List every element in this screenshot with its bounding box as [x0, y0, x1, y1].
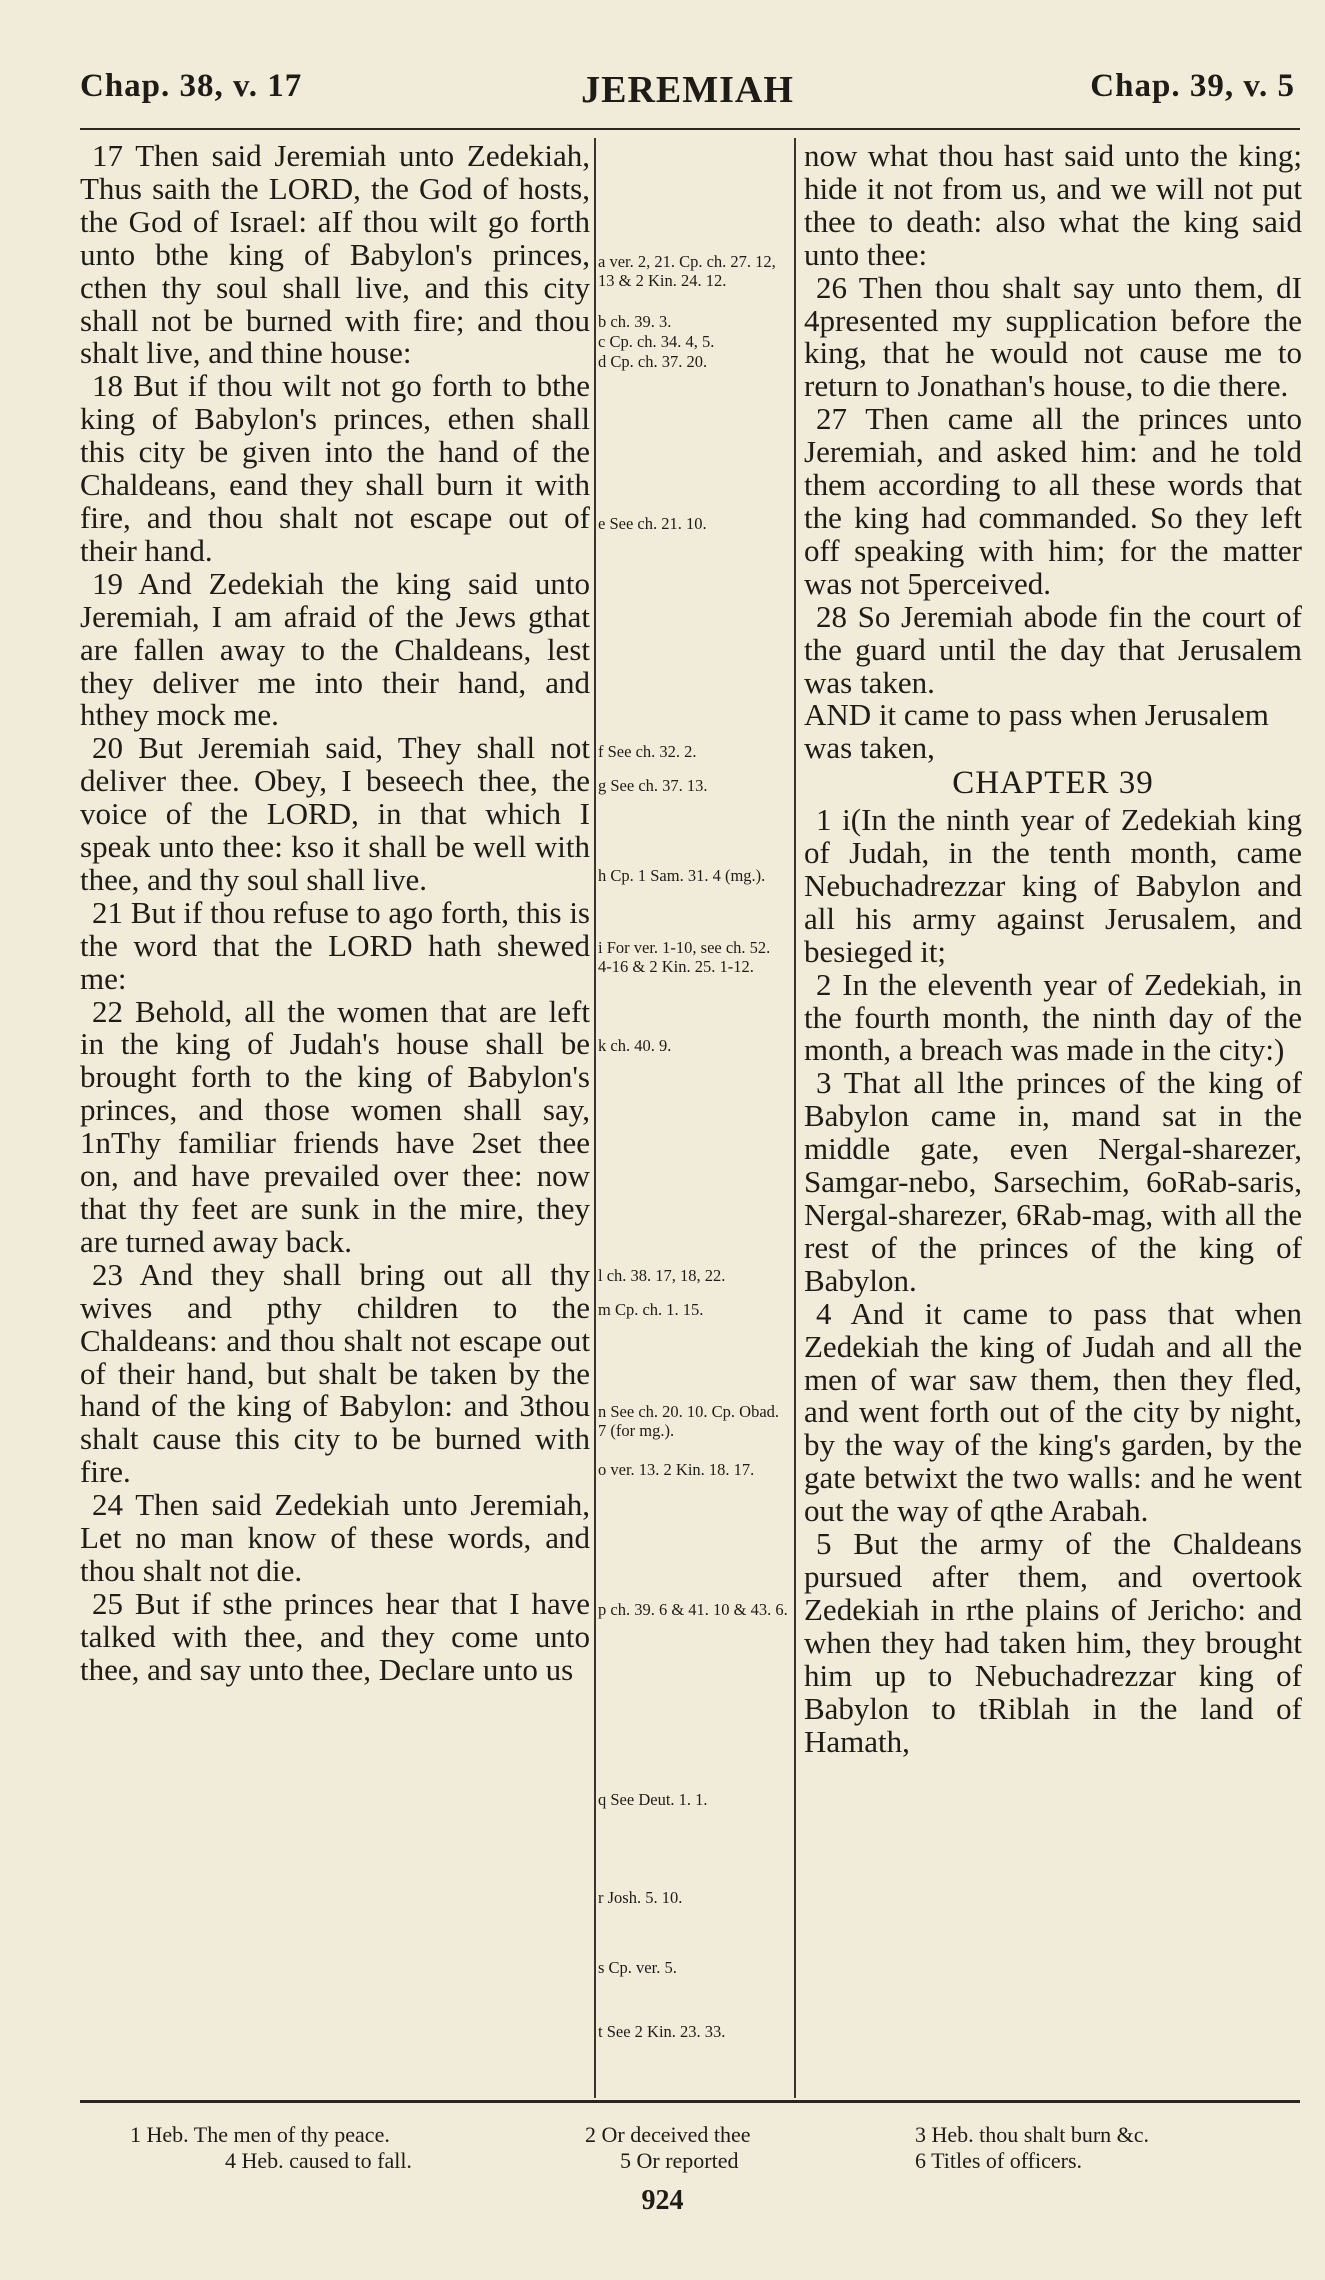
margin-ref: t See 2 Kin. 23. 33.	[598, 2022, 726, 2041]
header-rule	[80, 128, 1300, 130]
footnote: 6 Titles of officers.	[915, 2148, 1083, 2173]
verse-22: 22 Behold, all the women that are left in the king of Judah's house shall be brought forth to the king of Babylon's princes, and those women shall say, 1nThy familiar friends have 2set thee on, and have prevailed over thee: now that thy feet are sunk in the mire, they are turned away back.	[80, 993, 590, 1259]
verse-28: 28 So Jeremiah abode fin the court of the guard until the day that Jerusalem was taken.	[804, 598, 1302, 700]
verse-20: 20 But Jeremiah said, They shall not deliver thee. Obey, I beseech thee, the voice of the LORD, in that which I speak unto thee: kso it shall be well with thee, and thy soul shall live.	[80, 730, 590, 897]
margin-ref: k ch. 40. 9.	[598, 1036, 672, 1055]
margin-ref: e See ch. 21. 10.	[598, 514, 707, 533]
margin-ref: n See ch. 20. 10. Cp. Obad. 7 (for mg.).	[598, 1402, 780, 1440]
verse-26: 26 Then thou shalt say unto them, dI 4presented my supplication before the king, that he would not cause me to return to Jonathan's house, to die there.	[804, 269, 1302, 404]
margin-ref: b ch. 39. 3.	[598, 312, 672, 331]
left-text-column	[80, 140, 590, 1687]
margin-ref: m Cp. ch. 1. 15.	[598, 1300, 704, 1319]
verse-39-5: 5 But the army of the Chaldeans pursued after them, and overtook Zedekiah in rthe plains of Jericho: and when they had taken him, they brought him up to Nebuchadrezzar king of Babylon to tRiblah in the land of Hamath,	[804, 1526, 1302, 1759]
margin-ref: h Cp. 1 Sam. 31. 4 (mg.).	[598, 866, 766, 885]
column-divider-right	[794, 138, 796, 2098]
column-divider-left	[594, 138, 596, 2098]
margin-ref: d Cp. ch. 37. 20.	[598, 352, 708, 371]
verse-25: 25 But if sthe princes hear that I have talked with thee, and they come unto thee, and say unto thee, Declare unto us	[80, 1585, 590, 1687]
page-number: 924	[641, 2185, 684, 2216]
margin-ref: c Cp. ch. 34. 4, 5.	[598, 332, 715, 351]
footnote: 1 Heb. The men of thy peace.	[130, 2122, 390, 2147]
margin-ref: r Josh. 5. 10.	[598, 1888, 683, 1907]
right-text-column	[804, 140, 1302, 1758]
footnote: 2 Or deceived thee	[585, 2122, 751, 2147]
header-right	[1090, 68, 1295, 105]
verse-39-4: 4 And it came to pass that when Zedekiah the king of Judah and all the men of war saw them, then they fled, and went forth out of the city by night, by the way of the king's garden, by the gate betwixt the two walls: and he went out the way of qthe Arabah.	[804, 1295, 1302, 1529]
margin-ref: s Cp. ver. 5.	[598, 1958, 677, 1977]
verse-27: 27 Then came all the princes unto Jeremiah, and asked him: and he told them according to all these words that the king had commanded. So they left off speaking with him; for the matter was not 5perceived.	[804, 401, 1302, 601]
verse-39-3: 3 That all lthe princes of the king of Babylon came in, mand sat in the middle gate, even Nergal-sharezer, Samgar-nebo, Sarsechim, 6oRab-saris, Nergal-sharezer, 6Rab-mag, with all the rest of the princes of the king of Babylon.	[804, 1065, 1302, 1298]
and-line: AND it came to pass when Jerusalem was taken,	[804, 697, 1269, 766]
verse-18: 18 But if thou wilt not go forth to bthe king of Babylon's princes, ethen shall this city be given into the hand of the Chaldeans, eand they shall burn it with fire, and thou shalt not escape out of their hand.	[80, 368, 590, 568]
header-left-text: Chap. 38, v. 17	[80, 68, 303, 104]
margin-ref: o ver. 13. 2 Kin. 18. 17.	[598, 1460, 755, 1479]
chapter-heading: CHAPTER 39	[952, 765, 1154, 802]
verse-17: 17 Then said Jeremiah unto Zedekiah, Thus saith the LORD, the God of hosts, the God of Israel: aIf thou wilt go forth unto bthe king of Babylon's princes, cthen thy soul shall live, and this city shall not be burned with fire; and thou shalt live, and thine house:	[80, 138, 590, 371]
margin-ref: l ch. 38. 17, 18, 22.	[598, 1266, 726, 1285]
margin-ref: p ch. 39. 6 & 41. 10 & 43. 6.	[598, 1600, 788, 1619]
margin-ref: f See ch. 32. 2.	[598, 742, 697, 761]
verse-25-continued: now what thou hast said unto the king; hide it not from us, and we will not put thee to death: also what the king said unto thee:	[804, 138, 1302, 272]
margin-ref: q See Deut. 1. 1.	[598, 1790, 708, 1809]
verse-39-2: 2 In the eleventh year of Zedekiah, in the fourth month, the ninth day of the month, a breach was made in the city:)	[804, 966, 1302, 1068]
footnote: 3 Heb. thou shalt burn &c.	[915, 2122, 1150, 2147]
margin-ref: g See ch. 37. 13.	[598, 776, 708, 795]
header-right-text: Chap. 39, v. 5	[1090, 68, 1295, 104]
margin-ref: i For ver. 1-10, see ch. 52. 4-16 & 2 Kin. 25. 1-12.	[598, 938, 771, 976]
margin-ref: a ver. 2, 21. Cp. ch. 27. 12, 13 & 2 Kin. 24. 12.	[598, 252, 776, 290]
footnote: 4 Heb. caused to fall.	[225, 2148, 412, 2173]
footnote-rule	[80, 2100, 1300, 2103]
verse-19: 19 And Zedekiah the king said unto Jeremiah, I am afraid of the Jews gthat are fallen away to the Chaldeans, lest they deliver me into their hand, and hthey mock me.	[80, 565, 590, 733]
verse-39-1: 1 i(In the ninth year of Zedekiah king of Judah, in the tenth month, came Nebuchadrezzar king of Babylon and all his army against Jerusalem, and besieged it;	[804, 802, 1302, 969]
running-header	[80, 68, 1295, 120]
verse-21: 21 But if thou refuse to ago forth, this is the word that the LORD hath shewed me:	[80, 894, 590, 996]
footnote: 5 Or reported	[620, 2148, 739, 2173]
header-book-title: JEREMIAH	[581, 69, 794, 111]
verse-24: 24 Then said Zedekiah unto Jeremiah, Let no man know of these words, and thou shalt not die.	[80, 1487, 590, 1588]
verse-23: 23 And they shall bring out all thy wives and pthy children to the Chaldeans: and thou shalt not escape out of their hand, but shalt be taken by the hand of the king of Babylon: and 3thou shalt cause this city to be burned with fire.	[80, 1256, 590, 1490]
